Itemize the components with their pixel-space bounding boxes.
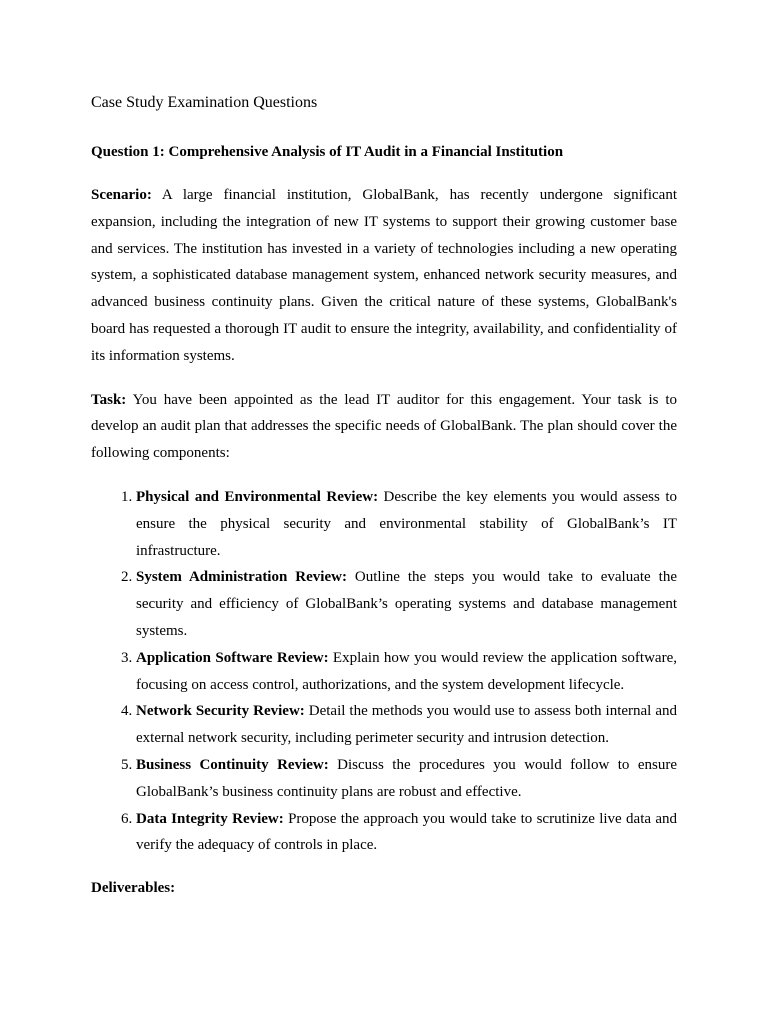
list-item bbox=[136, 806, 677, 860]
list-item-text: Explain how you would review the application software, focusing on access control, authorizations, and the system development lifecycle. bbox=[136, 649, 677, 693]
audit-components-list bbox=[91, 484, 677, 859]
task-label: Task: bbox=[91, 391, 127, 408]
list-item bbox=[136, 752, 677, 806]
list-item-text: Outline the steps you would take to evaluate the security and efficiency of GlobalBank’s operating systems and database management systems. bbox=[136, 569, 677, 639]
task-text: You have been appointed as the lead IT auditor for this engagement. Your task is to develop an audit plan that addresses the specific needs of GlobalBank. The plan should cover the following components: bbox=[91, 391, 677, 462]
scenario-paragraph bbox=[91, 182, 677, 370]
list-item-text: Describe the key elements you would assess to ensure the physical security and environmental stability of GlobalBank’s IT infrastructure. bbox=[136, 488, 677, 559]
list-item-label: Physical and Environmental Review: bbox=[136, 488, 379, 505]
document-title: Case Study Examination Questions bbox=[91, 94, 318, 111]
list-item bbox=[136, 645, 677, 699]
list-item bbox=[136, 698, 677, 752]
list-item-text: Detail the methods you would use to assess both internal and external network security, including perimeter security and intrusion detection. bbox=[136, 703, 677, 747]
list-item-label: Data Integrity Review: bbox=[136, 810, 284, 827]
list-item-label: Application Software Review: bbox=[136, 649, 329, 666]
list-item bbox=[136, 484, 677, 564]
list-item-label: System Administration Review: bbox=[136, 569, 347, 586]
list-item-label: Business Continuity Review: bbox=[136, 756, 329, 773]
list-item bbox=[136, 564, 677, 644]
scenario-label: Scenario: bbox=[91, 187, 152, 203]
deliverables-heading: Deliverables: bbox=[91, 880, 176, 897]
list-item-text: Discuss the procedures you would follow to ensure GlobalBank’s business continuity plans are robust and effective. bbox=[136, 756, 677, 800]
document-page bbox=[91, 88, 677, 901]
list-item-label: Network Security Review: bbox=[136, 703, 305, 720]
list-item-text: Propose the approach you would take to scrutinize live data and verify the adequacy of controls in place. bbox=[136, 810, 678, 854]
task-paragraph bbox=[91, 387, 677, 467]
scenario-text: A large financial institution, GlobalBank, has recently undergone significant expansion, including the integration of new IT systems to support their growing customer base and services. The institution has invested in a variety of technologies including a new operating system, a sophisticated database management system, enhanced network security measures, and advanced business continuity plans. Given the critical nature of these systems, GlobalBank's board has requested a thorough IT audit to ensure the integrity, availability, and confidentiality of its information systems. bbox=[91, 187, 677, 364]
question-heading: Question 1: Comprehensive Analysis of IT Audit in a Financial Institution bbox=[91, 144, 564, 160]
